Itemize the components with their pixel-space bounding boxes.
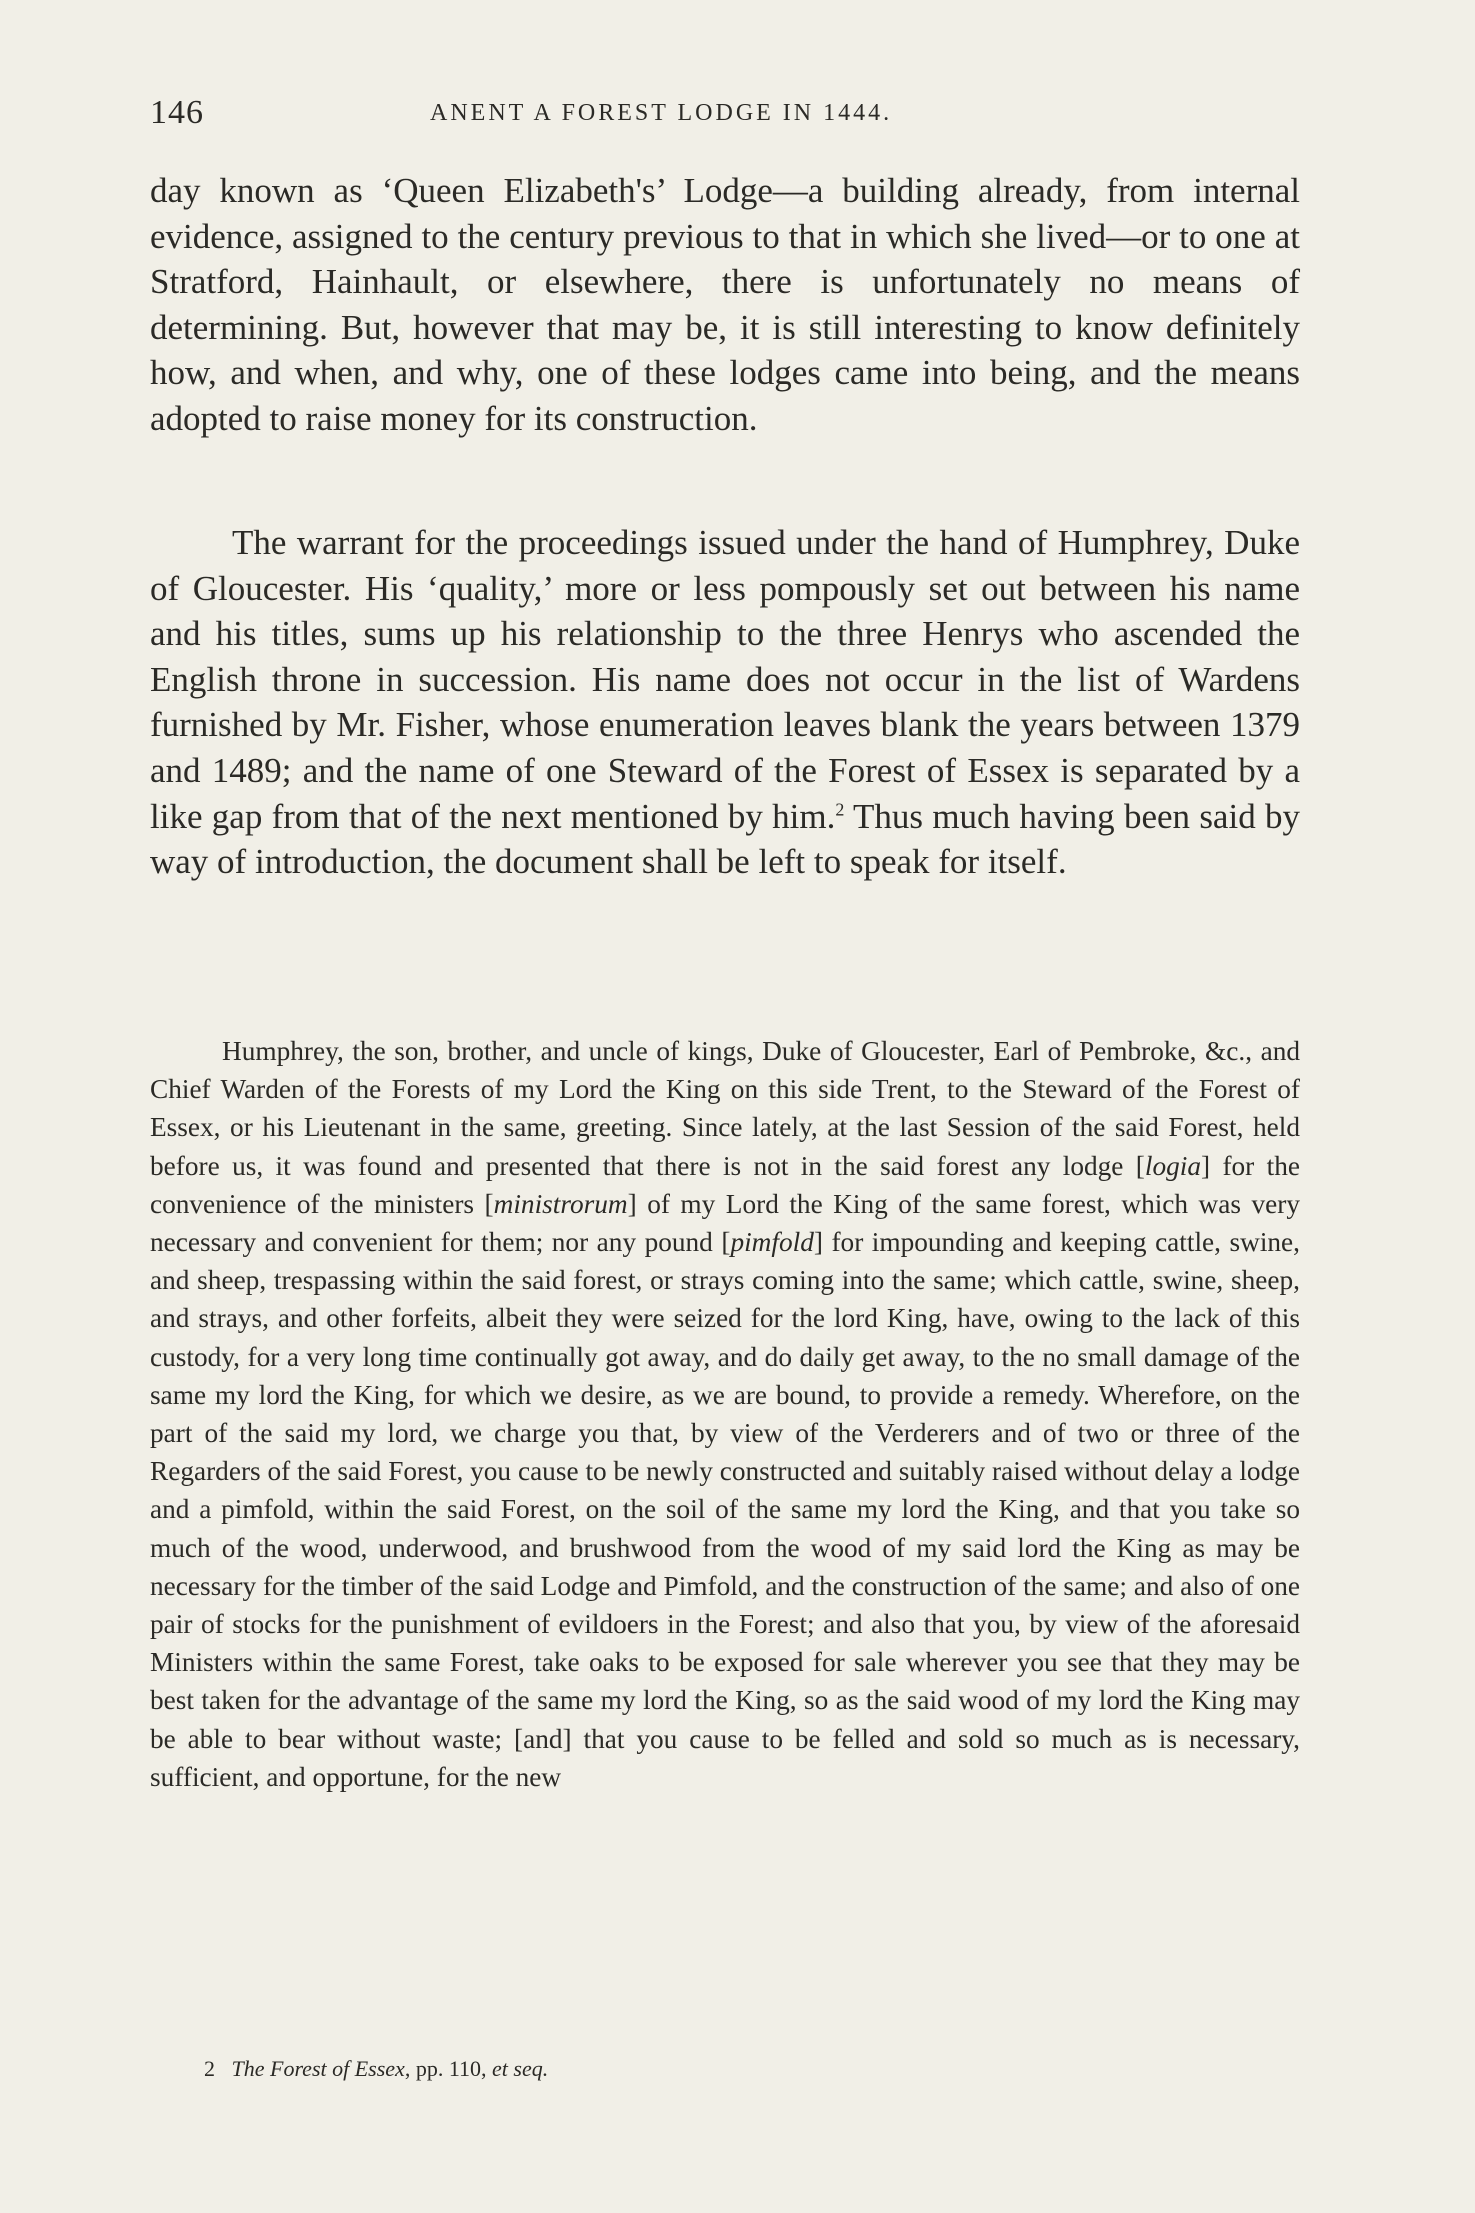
quote-term-ministrorum: ministrorum [493,1188,628,1219]
footnote-marker: 2 [835,798,845,819]
footnote-pages: , pp. 110, [404,2056,493,2081]
footnote [204,2056,548,2082]
paragraph-1: day known as ‘Queen Elizabeth's’ Lodge—a building already, from internal evidence, assigned to the century previous to that in which she lived—or to one at Stratford, Hainhault, or elsewhere, there is unfortunately no means of determining. But, however that may be, it is still interesting to know definitely how, and when, and why, one of these lodges came into being, and the means adopted to raise money for its construction. [150,171,1300,438]
quote-part-d: ] for impounding and keeping cattle, swine, and sheep, trespassing within the said forest, or strays coming into the same; which cattle, swine, sheep, and strays, and other forfeits, albeit they were seized for the lord King, have, owing to the lack of this custody, for a very long time continually got away, and do daily get away, to the no small damage of the same my lord the King, for which we desire, as we are bound, to provide a remedy. Wherefore, on the part of the said my lord, we charge you that, by view of the Verderers and of two or three of the Regarders of the said Forest, you cause to be newly constructed and suitably raised without delay a lodge and a pimfold, within the said Forest, on the soil of the same my lord the King, and that you take so much of the wood, underwood, and brushwood from the wood of my said lord the King as may be necessary for the timber of the said Lodge and Pimfold, and the construction of the same; and also of one pair of stocks for the punishment of evildoers in the Forest; and also that you, by view of the aforesaid Ministers within the same Forest, take oaks to be exposed for sale wherever you see that they may be best taken for the advantage of the same my lord the King, so as the said wood of my lord the King may be able to bear without waste; [and] that you cause to be felled and sold so much as is necessary, sufficient, and opportune, for the new [150,1227,1301,1792]
quote-term-pimfold: pimfold [730,1227,814,1258]
paragraph-2 [150,520,1300,885]
paragraph-2-end: Thus much having been said by way of introduction, the document shall be left to speak for itself. [150,796,1300,882]
footnote-number: 2 [204,2056,215,2081]
footnote-et-seq: et seq. [492,2056,549,2081]
quoted-document [150,1032,1300,1796]
page-header [150,94,1300,144]
quote-part-b: ] for the convenience of the ministers [ [150,1150,1300,1219]
quote-term-logia: logia [1144,1150,1201,1181]
quote-part-c: ] of my Lord the King of the same forest, which was very necessary and convenient for them; nor any pound [ [150,1188,1300,1258]
footnote-title: The Forest of Essex [231,2056,405,2081]
quote-part-a: Humphrey, the son, brother, and uncle of kings, Duke of Gloucester, Earl of Pembroke, &c., and Chief Warden of the Forests of my Lord the King on this side Trent, to the Steward of the Forest of Essex, or his Lieutenant in the same, greeting. Since lately, at the last Session of the said Forest, held before us, it was found and presented that there is not in the said forest any lodge [ [150,1036,1300,1181]
running-head: ANENT A FOREST LODGE IN 1444. [430,100,893,126]
page-number: 146 [150,94,204,131]
paragraph-2-text: The warrant for the proceedings issued under the hand of Humphrey, Duke of Gloucester. His ‘quality,’ more or less pompously set out between his name and his titles, sums up his relationship to the three Henrys who ascended the English throne in succession. His name does not occur in the list of Wardens furnished by Mr. Fisher, whose enumeration leaves blank the years between 1379 and 1489; and the name of one Steward of the Forest of Essex is separated by a like gap from that of the next mentioned by him. [150,523,1300,836]
